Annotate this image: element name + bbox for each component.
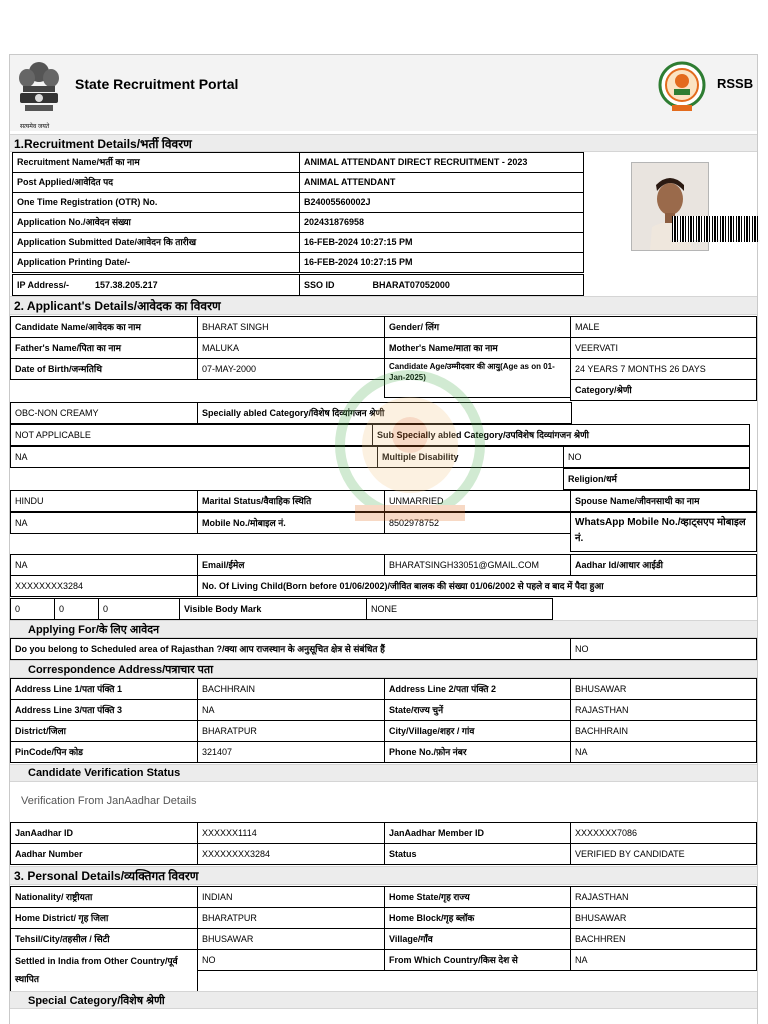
- emblem-motto: सत्यमेव जयते: [20, 124, 50, 130]
- section-personal-heading: 3. Personal Details/व्यक्तिगत विवरण: [10, 866, 757, 885]
- dob-label: Date of Birth/जन्मतिथि: [10, 358, 198, 380]
- recruitment-name-value: ANIMAL ATTENDANT DIRECT RECRUITMENT - 2023: [299, 152, 584, 173]
- home-block-label: Home Block/गृह ब्लॉक: [384, 907, 571, 929]
- age-value: 24 YEARS 7 MONTHS 26 DAYS: [570, 358, 757, 380]
- state-label: State/राज्य चुनें: [384, 699, 571, 721]
- nationality-label: Nationality/ राष्ट्रीयता: [10, 886, 198, 908]
- phone-value: NA: [570, 741, 757, 763]
- aadhar-id-label: Aadhar Id/आधार आईडी: [570, 554, 757, 576]
- janaadhar-member-value: XXXXXXX7086: [570, 822, 757, 844]
- submitted-date-value: 16-FEB-2024 10:27:15 PM: [299, 232, 584, 253]
- tehsil-label: Tehsil/City/तहसील / सिटी: [10, 928, 198, 950]
- otr-value: B24005560002J: [299, 192, 584, 213]
- ip-address-row: [12, 274, 300, 296]
- village-value: BACHHREN: [570, 928, 757, 950]
- dob-value: 07-MAY-2000: [197, 358, 385, 380]
- otr-label: One Time Registration (OTR) No.: [12, 192, 300, 213]
- special-category-heading: Special Category/विशेष श्रेणी: [10, 991, 757, 1009]
- application-no-value: 202431876958: [299, 212, 584, 233]
- spouse-name-value: NA: [10, 512, 198, 534]
- correspondence-heading: Correspondence Address/पत्राचार पता: [10, 660, 757, 678]
- portal-header: [10, 55, 757, 131]
- status-label: Status: [384, 843, 571, 865]
- printing-date-label: Application Printing Date/-: [12, 252, 300, 273]
- marital-status-label: Marital Status/वैवाहिक स्थिति: [197, 490, 385, 512]
- village-label: Village/गाँव: [384, 928, 571, 950]
- portal-title: State Recruitment Portal: [75, 76, 239, 92]
- specially-abled-label: Specially abled Category/विशेष दिव्यांगजन श्रेणी: [197, 402, 572, 424]
- whatsapp-value: NA: [10, 554, 198, 576]
- ip-address-label: IP Address/-: [17, 279, 70, 290]
- marital-status-value: UNMARRIED: [384, 490, 571, 512]
- district-value: BHARATPUR: [197, 720, 385, 742]
- application-no-label: Application No./आवेदन संख्या: [12, 212, 300, 233]
- specially-abled-value: NOT APPLICABLE: [10, 424, 373, 446]
- father-name-value: MALUKA: [197, 337, 385, 359]
- aadhar-number-value: XXXXXXXX3284: [197, 843, 385, 865]
- home-district-label: Home District/ गृह जिला: [10, 907, 198, 929]
- sub-specially-abled-label: Sub Specially abled Category/उपविशेष दिव्यांगजन श्रेणी: [372, 424, 750, 446]
- mother-name-value: VEERVATI: [570, 337, 757, 359]
- home-district-value: BHARATPUR: [197, 907, 385, 929]
- application-page: [9, 54, 758, 1024]
- mother-name-label: Mother's Name/माता का नाम: [384, 337, 571, 359]
- post-applied-label: Post Applied/आवेदित पद: [12, 172, 300, 193]
- whatsapp-label: WhatsApp Mobile No./व्हाट्सएप मोबाइल नं.: [570, 512, 757, 552]
- address-line2-value: BHUSAWAR: [570, 678, 757, 700]
- state-emblem-icon: [15, 58, 63, 120]
- multiple-disability-value: NO: [563, 446, 750, 468]
- father-name-label: Father's Name/पिता का नाम: [10, 337, 198, 359]
- gender-label: Gender/ लिंग: [384, 316, 571, 338]
- mobile-value: 8502978752: [384, 512, 571, 534]
- from-country-value: NA: [570, 949, 757, 971]
- address-line2-label: Address Line 2/पता पंक्ति 2: [384, 678, 571, 700]
- janaadhar-member-label: JanAadhar Member ID: [384, 822, 571, 844]
- rssb-text: RSSB: [717, 76, 754, 91]
- recruitment-name-label: Recruitment Name/भर्ती का नाम: [12, 152, 300, 173]
- mobile-label: Mobile No./मोबाइल नं.: [197, 512, 385, 534]
- home-block-value: BHUSAWAR: [570, 907, 757, 929]
- nationality-value: INDIAN: [197, 886, 385, 908]
- address-line1-value: BACHHRAIN: [197, 678, 385, 700]
- body-mark-value: NONE: [366, 598, 553, 620]
- sub-specially-abled-value: NA: [10, 446, 378, 468]
- living-children-label: No. Of Living Child(Born before 01/06/2002)/जीवित बालक की संख्या 01/06/2002 से पहले व बाद में पैदा हुआ: [197, 575, 757, 597]
- aadhar-number-label: Aadhar Number: [10, 843, 198, 865]
- submitted-date-label: Application Submitted Date/आवेदन कि तारीख: [12, 232, 300, 253]
- applying-for-heading: Applying For/के लिए आवेदन: [10, 620, 757, 638]
- scheduled-area-value: NO: [570, 638, 757, 660]
- pincode-value: 321407: [197, 741, 385, 763]
- sso-id-row: [299, 274, 584, 296]
- category-value: OBC-NON CREAMY: [10, 402, 198, 424]
- state-value: RAJASTHAN: [570, 699, 757, 721]
- janaadhar-id-label: JanAadhar ID: [10, 822, 198, 844]
- city-label: City/Village/शहर / गांव: [384, 720, 571, 742]
- home-state-label: Home State/गृह राज्य: [384, 886, 571, 908]
- sso-id-label: SSO ID: [304, 279, 335, 290]
- candidate-name-label: Candidate Name/आवेदक का नाम: [10, 316, 198, 338]
- candidate-name-value: BHARAT SINGH: [197, 316, 385, 338]
- children-count-2: 0: [54, 598, 99, 620]
- printing-date-value: 16-FEB-2024 10:27:15 PM: [299, 252, 584, 273]
- religion-label: Religion/धर्म: [563, 468, 750, 490]
- rssb-logo-icon: [658, 59, 706, 115]
- district-label: District/जिला: [10, 720, 198, 742]
- barcode: [672, 216, 758, 242]
- phone-label: Phone No./फ़ोन नंबर: [384, 741, 571, 763]
- verification-subtitle: Verification From JanAadhar Details: [21, 795, 197, 807]
- settled-label: Settled in India from Other Country/पूर्व स्थापित: [10, 949, 198, 993]
- email-value: BHARATSINGH33051@GMAIL.COM: [384, 554, 571, 576]
- address-line1-label: Address Line 1/पता पंक्ति 1: [10, 678, 198, 700]
- email-label: Email/ईमेल: [197, 554, 385, 576]
- spouse-name-label: Spouse Name/जीवनसाथी का नाम: [570, 490, 757, 512]
- janaadhar-id-value: XXXXXX1114: [197, 822, 385, 844]
- scheduled-area-label: Do you belong to Scheduled area of Rajasthan ?/क्या आप राजस्थान के अनुसूचित क्षेत्र से संबंधित हैं: [10, 638, 571, 660]
- address-line3-label: Address Line 3/पता पंक्ति 3: [10, 699, 198, 721]
- tehsil-value: BHUSAWAR: [197, 928, 385, 950]
- religion-value: HINDU: [10, 490, 198, 512]
- children-count-1: 0: [10, 598, 55, 620]
- status-value: VERIFIED BY CANDIDATE: [570, 843, 757, 865]
- sso-id-value: BHARAT07052000: [372, 279, 450, 290]
- from-country-label: From Which Country/किस देश से: [384, 949, 571, 971]
- age-label: Candidate Age/उम्मीदवार की आयु(Age as on 01-Jan-2025): [384, 358, 571, 398]
- section-recruitment-heading: 1.Recruitment Details/भर्ती विवरण: [10, 134, 757, 152]
- children-count-3: 0: [98, 598, 180, 620]
- pincode-label: PinCode/पिन कोड: [10, 741, 198, 763]
- city-value: BACHHRAIN: [570, 720, 757, 742]
- body-mark-label: Visible Body Mark: [179, 598, 367, 620]
- aadhar-id-value: XXXXXXXX3284: [10, 575, 198, 597]
- post-applied-value: ANIMAL ATTENDANT: [299, 172, 584, 193]
- address-line3-value: NA: [197, 699, 385, 721]
- verification-heading: Candidate Verification Status: [10, 764, 757, 782]
- section-applicant-heading: 2. Applicant's Details/आवेदक का विवरण: [10, 296, 757, 315]
- ip-address-value: 157.38.205.217: [95, 279, 158, 290]
- category-label: Category/श्रेणी: [570, 379, 757, 401]
- home-state-value: RAJASTHAN: [570, 886, 757, 908]
- settled-value: NO: [197, 949, 385, 971]
- gender-value: MALE: [570, 316, 757, 338]
- multiple-disability-label: Multiple Disability: [377, 446, 564, 468]
